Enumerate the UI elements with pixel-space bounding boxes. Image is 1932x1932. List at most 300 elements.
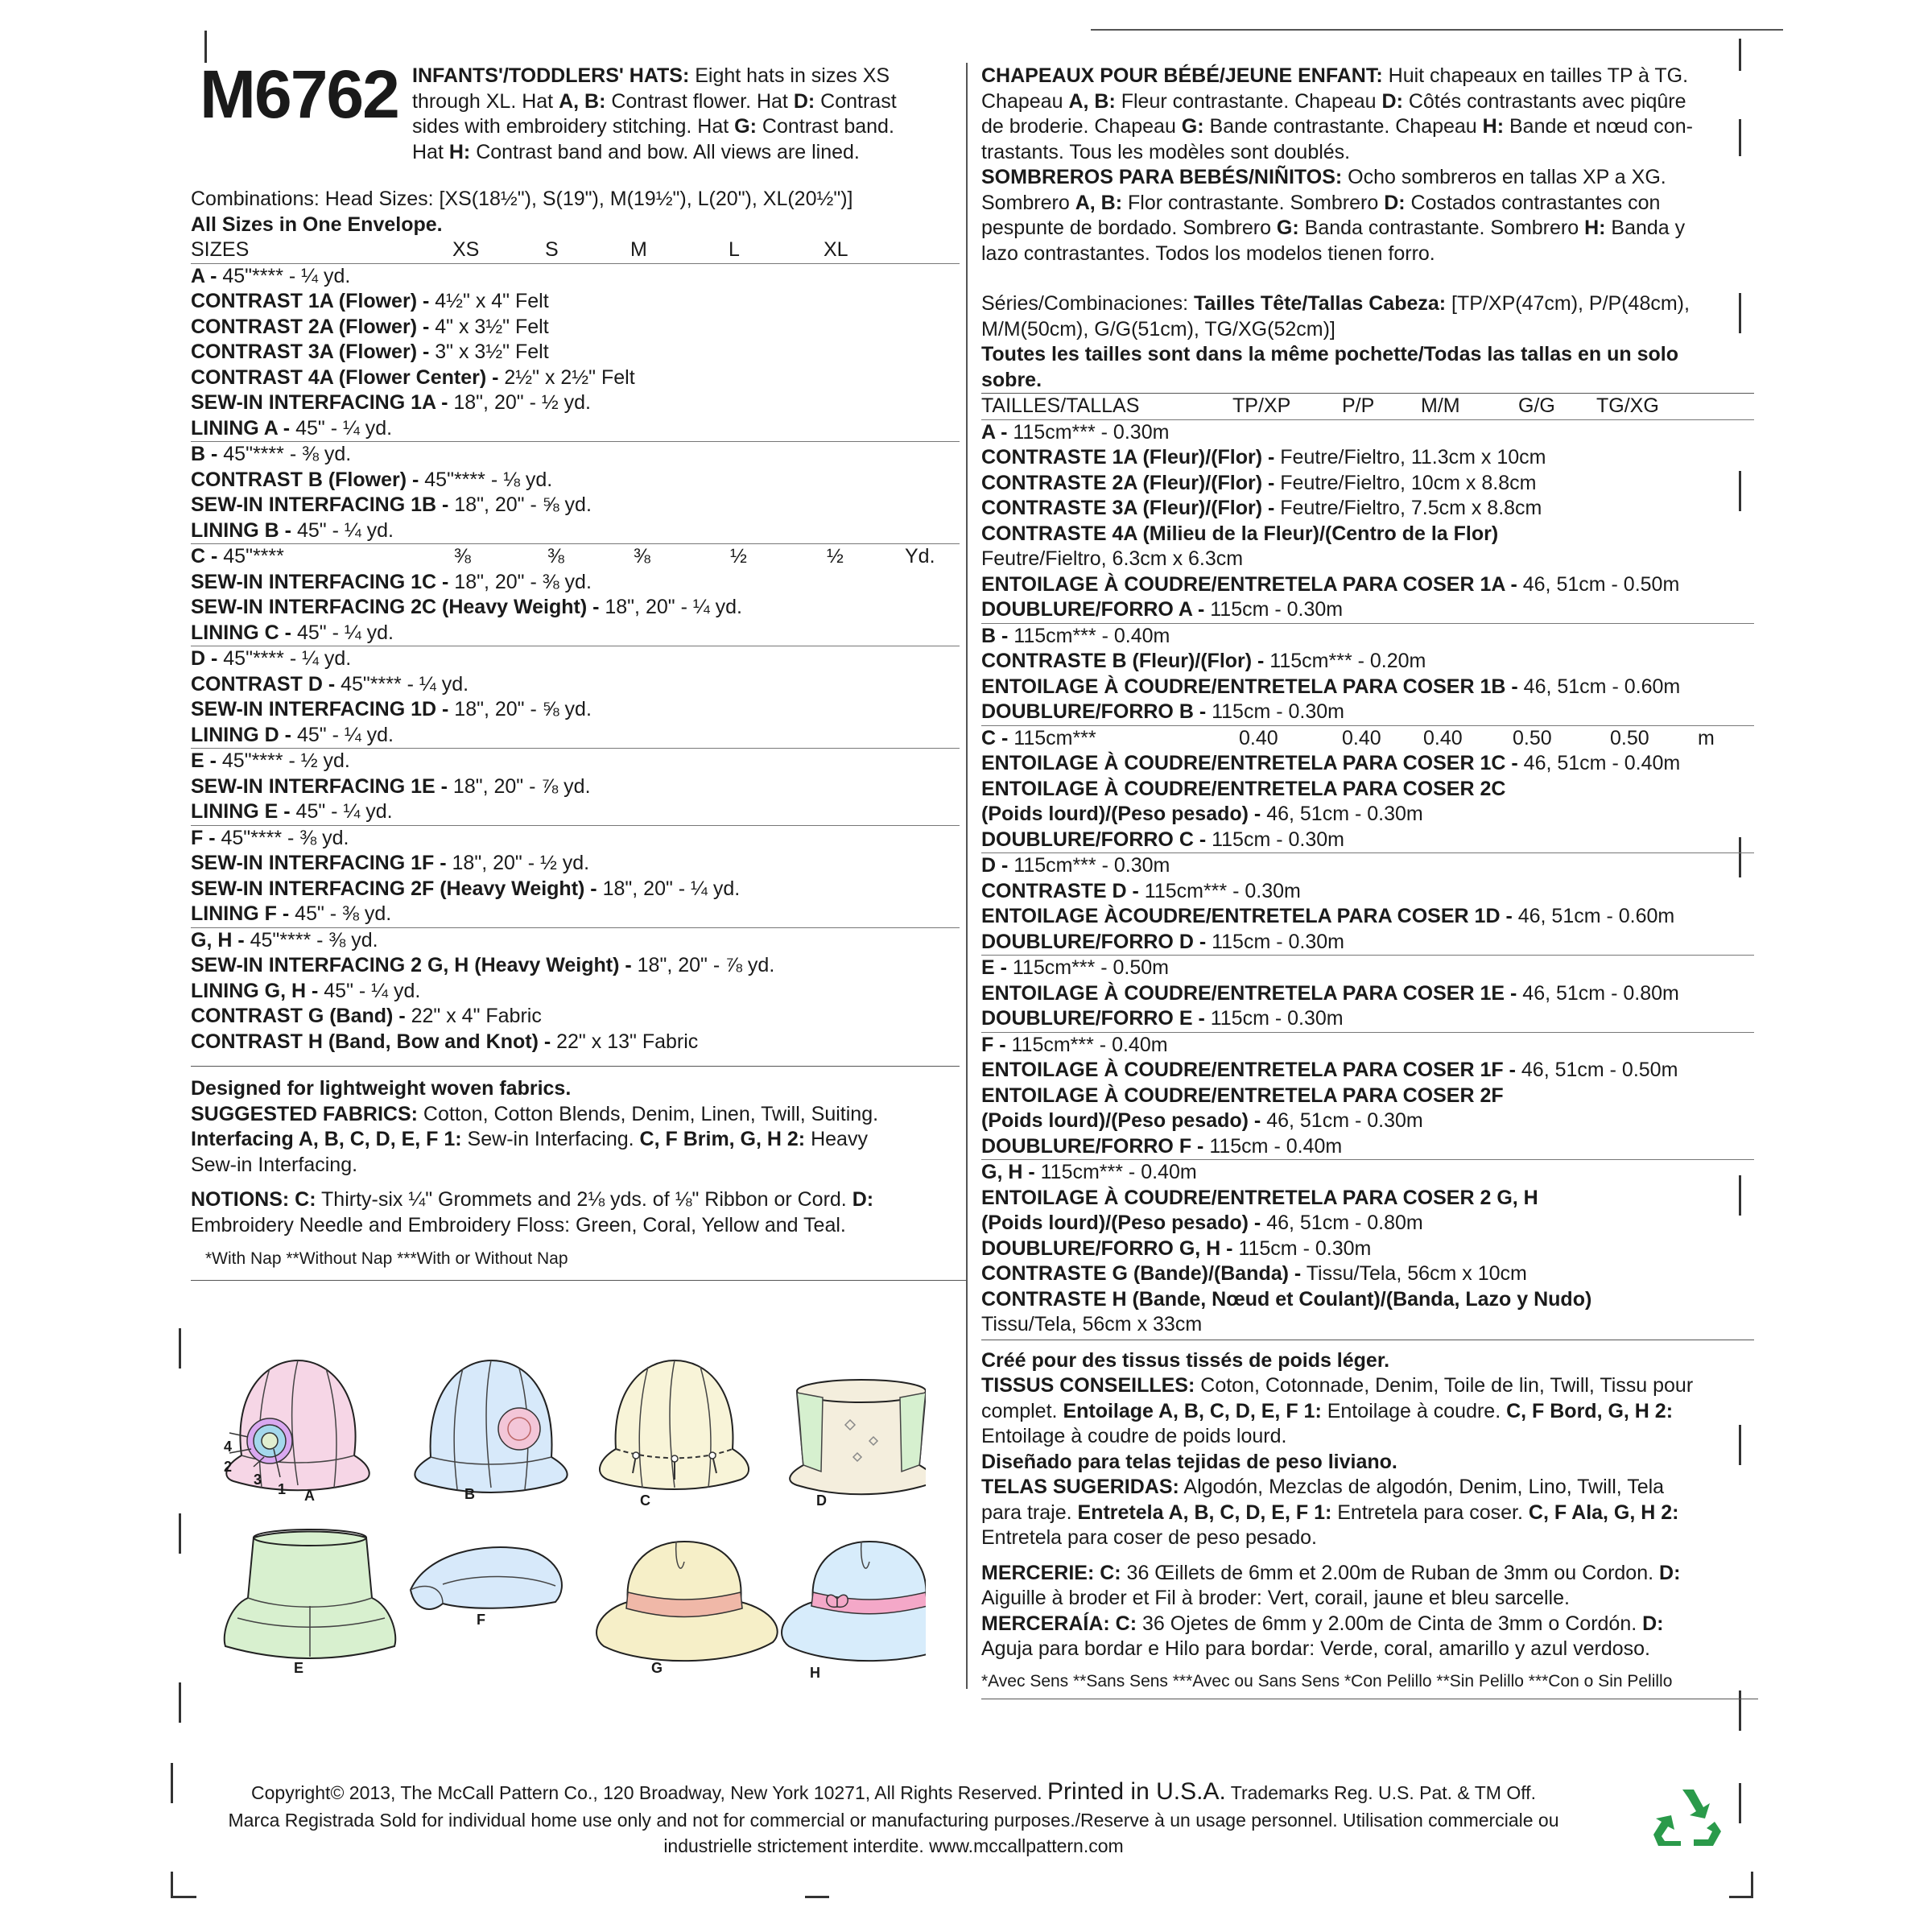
- hat-label-f: F: [477, 1612, 485, 1628]
- hat-h-illustration: [782, 1542, 926, 1661]
- series-line-text: M/M(50cm), G/G(51cm), TG/XG(52cm)]: [981, 317, 1335, 341]
- series-line: [981, 317, 1754, 343]
- yardage-chart-english: [191, 187, 960, 1281]
- series-line-bold: Tailles Tête/Tallas Cabeza:: [1194, 292, 1447, 315]
- series-line-bold: Toutes les tailles sont dans la même pochette/Todas las tallas en un solo: [981, 343, 1678, 365]
- yardage-row: [981, 1186, 1754, 1212]
- yardage-row: [191, 441, 960, 468]
- sizes-header: [191, 237, 960, 263]
- row-label: CONTRAST B (Flower) -: [191, 468, 419, 491]
- yardage-row: [191, 902, 960, 927]
- row-label: ENTOILAGE À COUDRE/ENTRETELA PARA COSER 1C -: [981, 752, 1518, 774]
- notions: [191, 1187, 960, 1238]
- intro-run: A, B:: [559, 89, 606, 113]
- intro-fr-line-bold: D:: [1384, 191, 1406, 214]
- fabric-line-fr-text: complet.: [981, 1399, 1063, 1422]
- size-amount: 0.50: [1610, 726, 1649, 749]
- intro-fr-line-bold: G:: [1181, 115, 1204, 138]
- notion-line-bold: NOTIONS: C:: [191, 1188, 316, 1211]
- row-value: 45" - ¼ yd.: [291, 621, 394, 644]
- fabric-line-fr-bold: Entretela A, B, C, D, E, F 1:: [1077, 1501, 1332, 1524]
- notion-line-text: Embroidery Needle and Embroidery Floss: Green, Coral, Yellow and Teal.: [191, 1213, 846, 1236]
- row-label: LINING C -: [191, 621, 291, 644]
- fabric-line-fr-bold: C, F Ala, G, H 2:: [1528, 1501, 1679, 1524]
- fabric-line-text: Heavy: [805, 1128, 868, 1150]
- row-label: CONTRAST 4A (Flower Center) -: [191, 365, 499, 389]
- yardage-row: [191, 851, 960, 877]
- notion-line-fr-text: Aiguille à broder et Fil à broder: Vert, corail, jaune et bleu sarcelle.: [981, 1587, 1570, 1609]
- yardage-row: [981, 649, 1754, 675]
- row-value: 45"**** - ⅜ yd.: [217, 443, 352, 465]
- intro-fr-line-text: Banda contrastante. Sombrero: [1298, 217, 1585, 239]
- hat-f-illustration: [411, 1547, 562, 1609]
- fabric-line-fr: [981, 1450, 1754, 1476]
- intro-fr-line-text: Sombrero: [981, 191, 1075, 214]
- yardage-row: [191, 340, 960, 365]
- series-line: [981, 291, 1754, 317]
- intro-fr-line: [981, 191, 1754, 217]
- row-value: 45"**** - ⅜ yd.: [215, 826, 349, 849]
- yardage-row: [981, 597, 1754, 623]
- yardage-row: [191, 315, 960, 341]
- row-label: CONTRASTE B (Fleur)/(Flor) -: [981, 650, 1265, 672]
- fabric-line-text: Cotton, Cotton Blends, Denim, Linen, Twill, Suiting.: [417, 1102, 879, 1125]
- intro-fr-line-bold: H:: [1584, 217, 1606, 239]
- yardage-row: [981, 777, 1754, 803]
- yardage-row: [981, 1084, 1754, 1109]
- fabric-line-fr-text: Algodón, Mezclas de algodón, Denim, Lino, Twill, Tela: [1179, 1476, 1665, 1498]
- yardage-row: [981, 700, 1754, 725]
- fabric-line-fr-bold: C, F Bord, G, H 2:: [1506, 1399, 1674, 1422]
- row-value: Feutre/Fieltro, 11.3cm x 10cm: [1274, 446, 1546, 469]
- flower-part-label: 3: [254, 1472, 262, 1488]
- yardage-row: [981, 547, 1754, 572]
- row-value: 115cm*** - 0.30m: [1008, 854, 1170, 877]
- yardage-row: [191, 365, 960, 391]
- hat-label-h: H: [810, 1665, 820, 1681]
- intro-title: INFANTS'/TODDLERS' HATS:: [412, 64, 690, 87]
- row-label: SEW-IN INTERFACING 1C -: [191, 570, 449, 593]
- series-line-bold: sobre.: [981, 368, 1042, 391]
- intro-fr-line: [981, 140, 1754, 166]
- row-value: 45"**** - ¼ yd.: [335, 672, 469, 696]
- row-value: 115cm*** - 0.40m: [1008, 624, 1170, 647]
- fabric-suggestions: [191, 1076, 960, 1178]
- row-label: SEW-IN INTERFACING 1F -: [191, 852, 447, 874]
- yardage-row: [191, 1004, 960, 1030]
- intro-fr-line: [981, 114, 1754, 140]
- series-line: [981, 368, 1754, 394]
- row-label: (Poids lourd)/(Peso pesado) -: [981, 1212, 1261, 1234]
- row-value: 46, 51cm - 0.60m: [1517, 675, 1681, 698]
- row-value: 3" x 3½" Felt: [429, 341, 549, 363]
- row-label: LINING G, H -: [191, 979, 319, 1002]
- yardage-row: [191, 953, 960, 979]
- size-amount: m: [1698, 726, 1715, 749]
- intro-run: through XL. Hat: [412, 89, 559, 113]
- row-label: C -: [981, 726, 1009, 749]
- row-label: G, H -: [191, 928, 245, 952]
- yardage-row: [981, 623, 1754, 650]
- row-value: 18", 20" - ⅞ yd.: [447, 774, 591, 798]
- row-label: ENTOILAGE À COUDRE/ENTRETELA PARA COSER 1E -: [981, 981, 1517, 1005]
- sizes-header-fr: [981, 394, 1754, 419]
- row-label: LINING D -: [191, 723, 291, 746]
- row-value: 115cm*** - 0.30m: [1138, 879, 1301, 902]
- yardage-row: [191, 289, 960, 315]
- size-p-p: P/P: [1342, 394, 1375, 417]
- row-label: ENTOILAGE À COUDRE/ENTRETELA PARA COSER 2F: [981, 1084, 1504, 1107]
- row-value: 18", 20" - ⅝ yd.: [448, 698, 592, 720]
- series-line-text: Séries/Combinaciones:: [981, 292, 1195, 315]
- row-label: F -: [981, 1033, 1006, 1056]
- row-value: Feutre/Fieltro, 7.5cm x 8.8cm: [1274, 497, 1542, 519]
- yardage-row: [981, 981, 1754, 1007]
- row-value: 45"**** - ⅛ yd.: [419, 468, 553, 491]
- sizes-header-label: TAILLES/TALLAS: [981, 394, 1140, 417]
- fabric-line-fr-bold: Entoilage A, B, C, D, E, F 1:: [1063, 1399, 1322, 1422]
- row-value: 4½" x 4" Felt: [429, 290, 549, 312]
- row-label: LINING F -: [191, 902, 290, 925]
- notion-line-fr-bold: MERCERIE: C:: [981, 1561, 1121, 1584]
- yardage-row: [981, 1287, 1754, 1313]
- row-value: Feutre/Fieltro, 6.3cm x 6.3cm: [981, 547, 1244, 570]
- yardage-row: [191, 621, 960, 646]
- corner-tick: [1729, 1896, 1753, 1898]
- sizes-header-label: SIZES: [191, 238, 250, 261]
- corner-tick: [805, 1896, 829, 1898]
- notion-line-fr: [981, 1637, 1754, 1662]
- row-value: 45" - ¼ yd.: [290, 800, 393, 823]
- row-label: CONTRAST 2A (Flower) -: [191, 315, 430, 338]
- row-label: CONTRASTE D -: [981, 879, 1139, 902]
- fabric-line: [191, 1102, 960, 1128]
- row-value: 46, 51cm - 0.80m: [1517, 981, 1679, 1005]
- row-label: ENTOILAGE À COUDRE/ENTRETELA PARA COSER 1B -: [981, 675, 1518, 698]
- yardage-row: [981, 572, 1754, 598]
- fabric-line-fr: [981, 1348, 1754, 1374]
- yardage-row: [191, 1030, 960, 1055]
- intro-run: Contrast: [815, 89, 897, 113]
- row-label: LINING E -: [191, 800, 291, 823]
- yardage-row: [981, 1211, 1754, 1236]
- notion-line-fr: [981, 1586, 1754, 1612]
- yardage-rows-fr: [981, 419, 1754, 1338]
- intro-run: Contrast band and bow. All views are lined.: [470, 140, 860, 163]
- yardage-row: [191, 748, 960, 774]
- yardage-row: [981, 522, 1754, 547]
- row-value: 115cm*** - 0.30m: [1007, 420, 1170, 444]
- fabric-line-fr-text: Coton, Cotonnade, Denim, Toile de lin, Twill, Tissu pour: [1195, 1374, 1694, 1397]
- yardage-row: [191, 595, 960, 621]
- intro-line: [412, 89, 956, 115]
- fabric-line: [191, 1127, 960, 1153]
- size-amount: ½: [827, 545, 844, 568]
- top-rule: [1091, 29, 1783, 31]
- row-value: 45"**** - ½ yd.: [216, 749, 350, 772]
- fabric-line-fr: [981, 1525, 1754, 1551]
- yardage-row: [981, 1134, 1754, 1160]
- size-amount: ⅜: [454, 545, 471, 568]
- notion-line-fr-text: 36 Ojetes de 6mm y 2.00m de Cinta de 3mm o Cordón.: [1137, 1612, 1643, 1635]
- yardage-row: [981, 955, 1754, 981]
- hat-label-g: G: [651, 1660, 663, 1676]
- intro-fr-line-text: Bande contrastante. Chapeau: [1203, 115, 1483, 138]
- row-value: 46, 51cm - 0.30m: [1261, 803, 1423, 825]
- trademarks-text: Trademarks Reg. U.S. Pat. & TM Off.: [1230, 1782, 1536, 1803]
- row-label: SEW-IN INTERFACING 1E -: [191, 774, 448, 798]
- fabric-line-fr-bold: TISSUS CONSEILLES:: [981, 1374, 1195, 1397]
- intro-fr-line-text: lazo contrastantes. Todos los modelos tienen forro.: [981, 242, 1435, 265]
- footer-line-2: Marca Registrada Sold for individual home use only and not for commercial or manufacturing purposes./Reserve à un usage personnel. Utilisation commerciale ou: [228, 1810, 1559, 1831]
- row-value: 115cm - 0.40m: [1203, 1134, 1343, 1158]
- intro-fr-line-bold: A, B:: [1075, 191, 1123, 214]
- row-value: 45" - ¼ yd.: [318, 979, 421, 1002]
- intro-fr-line-text: Côtés contrastants avec piqûre: [1402, 89, 1686, 113]
- yardage-row: [191, 493, 960, 518]
- row-label: CONTRAST 1A (Flower) -: [191, 290, 430, 312]
- intro-run: sides with embroidery stitching. Hat: [412, 115, 735, 138]
- hat-label-b: B: [464, 1486, 475, 1502]
- section-rule: [191, 1280, 966, 1281]
- yardage-row: [981, 1108, 1754, 1134]
- row-value: 18", 20" - ⅜ yd.: [448, 570, 592, 593]
- row-value: 46, 51cm - 0.50m: [1515, 1059, 1678, 1081]
- size-xl: XL: [824, 238, 848, 261]
- row-value: 115cm*** - 0.50m: [1006, 956, 1169, 979]
- nap-note: *With Nap **Without Nap ***With or Without Nap: [205, 1249, 568, 1268]
- row-value: 115cm - 0.30m: [1206, 700, 1344, 723]
- yardage-row: [191, 390, 960, 416]
- intro-fr-line-bold: A, B:: [1068, 89, 1116, 113]
- intro-run: D:: [793, 89, 815, 113]
- intro-line: [412, 140, 956, 166]
- row-value: 45"**** - ¼ yd.: [217, 264, 351, 287]
- model-number: M6762: [200, 56, 398, 132]
- row-label: E -: [981, 956, 1007, 979]
- row-value: 45" - ⅜ yd.: [289, 902, 392, 925]
- row-value: 115cm - 0.30m: [1204, 598, 1344, 621]
- size-amount: 0.40: [1423, 726, 1463, 749]
- row-label: CONTRAST G (Band) -: [191, 1005, 406, 1027]
- corner-tick: [1751, 1872, 1753, 1897]
- size-g-g: G/G: [1518, 394, 1555, 417]
- row-label: F -: [191, 826, 216, 849]
- fabric-line-fr: [981, 1399, 1754, 1425]
- yardage-row: [191, 416, 960, 442]
- yardage-row: [981, 930, 1754, 956]
- notion-line-fr-bold: D:: [1659, 1561, 1681, 1584]
- size-tp-xp: TP/XP: [1232, 394, 1291, 417]
- hat-b-illustration: [415, 1360, 567, 1492]
- row-value: 115cm*** - 0.20m: [1264, 650, 1426, 672]
- hat-label-a: A: [304, 1488, 315, 1504]
- intro-run: H:: [448, 140, 471, 163]
- row-label: DOUBLURE/FORRO C -: [981, 828, 1207, 851]
- intro-fr-line: [981, 64, 1754, 89]
- notion-line-fr-text: 36 Œillets de 6mm et 2.00m de Ruban de 3mm ou Cordon.: [1121, 1561, 1660, 1584]
- size-xs: XS: [452, 238, 480, 261]
- row-label: SEW-IN INTERFACING 2 G, H (Heavy Weight) -: [191, 954, 632, 976]
- intro-fr-line-text: Bande et nœud con-: [1504, 115, 1693, 138]
- row-value: 45"**** - ¼ yd.: [217, 647, 352, 670]
- intro-fr-line: [981, 216, 1754, 242]
- section-rule: [191, 1066, 960, 1067]
- yardage-row: [981, 828, 1754, 853]
- notion-line-bold: D:: [852, 1188, 874, 1211]
- fabric-line-fr: [981, 1475, 1754, 1501]
- row-label: CONTRAST 3A (Flower) -: [191, 341, 430, 363]
- yardage-row: [191, 697, 960, 723]
- intro-english: [412, 64, 956, 165]
- hat-a-illustration: [226, 1360, 369, 1490]
- row-value: 22" x 4" Fabric: [405, 1005, 542, 1027]
- intro-fr-line-text: Fleur contrastante. Chapeau: [1115, 89, 1382, 113]
- intro-fr-line-text: Ocho sombreros en tallas XP a XG.: [1342, 166, 1666, 188]
- intro-fr-line: [981, 165, 1754, 191]
- size-amount: 0.50: [1513, 726, 1552, 749]
- row-value: 115cm - 0.30m: [1204, 1007, 1344, 1030]
- row-value: 18", 20" - ½ yd.: [448, 391, 591, 414]
- corner-tick: [171, 1872, 173, 1897]
- row-label: (Poids lourd)/(Peso pesado) -: [981, 1109, 1261, 1132]
- size-l: L: [729, 238, 740, 261]
- fabric-line-bold: Interfacing A, B, C, D, E, F 1:: [191, 1128, 462, 1150]
- size-amount: Yd.: [905, 545, 935, 568]
- row-label: CONTRASTE G (Bande)/(Banda) -: [981, 1262, 1302, 1285]
- yardage-row: [191, 723, 960, 749]
- notion-line-fr: [981, 1612, 1754, 1637]
- row-value: 4" x 3½" Felt: [429, 315, 549, 338]
- fabric-line-text: Sew-in Interfacing.: [191, 1153, 358, 1176]
- intro-line: Eight hats in sizes XS: [689, 64, 890, 87]
- row-label: CONTRASTE 1A (Fleur)/(Flor) -: [981, 446, 1275, 469]
- row-label: CONTRAST H (Band, Bow and Knot) -: [191, 1030, 551, 1053]
- fabric-line-fr-bold: Diseñado para telas tejidas de peso liviano.: [981, 1450, 1397, 1473]
- yardage-row: [981, 802, 1754, 828]
- corner-tick: [1739, 1783, 1741, 1823]
- row-label: ENTOILAGE À COUDRE/ENTRETELA PARA COSER 2C: [981, 777, 1506, 800]
- intro-run: Contrast flower. Hat: [605, 89, 794, 113]
- intro-fr-line-text: Huit chapeaux en tailles TP à TG.: [1382, 64, 1689, 87]
- footer-line-1: [113, 1779, 1674, 1806]
- intro-fr-line-text: Chapeau: [981, 89, 1069, 113]
- row-value: 45" - ¼ yd.: [290, 416, 393, 440]
- yardage-row: [981, 445, 1754, 471]
- column-divider: [966, 63, 968, 1689]
- yardage-row: [981, 1159, 1754, 1186]
- flower-part-label: 2: [224, 1459, 233, 1475]
- intro-fr-line: [981, 242, 1754, 267]
- row-label: LINING A -: [191, 416, 291, 440]
- intro-run: Hat: [412, 140, 449, 163]
- hat-g-illustration: [597, 1542, 778, 1661]
- footer-line-3: industrielle strictement interdite. www.mccallpattern.com: [663, 1835, 1124, 1856]
- row-value: Tissu/Tela, 56cm x 10cm: [1301, 1262, 1527, 1285]
- row-label: SEW-IN INTERFACING 1B -: [191, 493, 449, 516]
- hat-d-illustration: [790, 1380, 926, 1494]
- row-value: 46, 51cm - 0.80m: [1261, 1212, 1423, 1234]
- yardage-row: [191, 927, 960, 954]
- row-value: 22" x 13" Fabric: [551, 1030, 699, 1053]
- row-value: 45"**** - ⅜ yd.: [244, 928, 378, 952]
- row-value: 45"****: [217, 545, 284, 568]
- intro-fr-line-bold: SOMBREROS PARA BEBÉS/NIÑITOS:: [981, 166, 1343, 188]
- row-label: ENTOILAGE À COUDRE/ENTRETELA PARA COSER 2 G, H: [981, 1186, 1538, 1209]
- row-value: 18", 20" - ⅞ yd.: [631, 954, 775, 976]
- yardage-row: [191, 543, 960, 570]
- all-sizes-note: All Sizes in One Envelope.: [191, 213, 443, 236]
- yardage-row: [191, 646, 960, 672]
- row-label: A -: [981, 420, 1008, 444]
- copyright-text: Copyright© 2013, The McCall Pattern Co., 120 Broadway, New York 10271, All Rights Reserved.: [251, 1782, 1042, 1803]
- row-value: 46, 51cm - 0.60m: [1512, 905, 1675, 927]
- intro-fr-line-text: trastants. Tous les modèles sont doublés.: [981, 140, 1351, 163]
- fabric-line-fr: [981, 1501, 1754, 1526]
- fabric-line-text: Sew-in Interfacing.: [461, 1128, 640, 1150]
- row-value: Feutre/Fieltro, 10cm x 8.8cm: [1274, 471, 1537, 494]
- notions-fr: [981, 1561, 1754, 1662]
- row-value: 18", 20" - ¼ yd.: [597, 877, 741, 900]
- yardage-row: [191, 263, 960, 290]
- recycle-icon: [1652, 1783, 1724, 1852]
- yardage-row: [981, 419, 1754, 446]
- yardage-row: [981, 852, 1754, 879]
- size-amount: 0.40: [1239, 726, 1278, 749]
- printed-in-usa: Printed in U.S.A.: [1047, 1778, 1226, 1805]
- flower-part-label: 1: [278, 1481, 287, 1497]
- intro-fr-es: [981, 64, 1754, 266]
- row-label: DOUBLURE/FORRO D -: [981, 930, 1207, 953]
- intro-fr-line-text: Costados contrastantes con: [1405, 191, 1661, 214]
- yardage-row: [191, 518, 960, 544]
- size-amount: ½: [730, 545, 747, 568]
- row-label: A -: [191, 264, 217, 287]
- row-label: D -: [191, 647, 218, 670]
- fabric-line: [191, 1153, 960, 1179]
- intro-fr-line-text: Flor contrastante. Sombrero: [1122, 191, 1385, 214]
- row-value: 18", 20" - ¼ yd.: [599, 596, 742, 618]
- row-label: CONTRASTE 4A (Milieu de la Fleur)/(Centro de la Flor): [981, 522, 1499, 545]
- corner-tick: [171, 1896, 196, 1898]
- row-label: ENTOILAGE ÀCOUDRE/ENTRETELA PARA COSER 1D -: [981, 905, 1513, 927]
- fabric-line-fr-text: Entoilage à coudre de poids lourd.: [981, 1425, 1287, 1447]
- row-value: 18", 20" - ⅝ yd.: [448, 493, 592, 516]
- yardage-row: [981, 1058, 1754, 1084]
- intro-fr-line-text: de broderie. Chapeau: [981, 115, 1182, 138]
- yardage-row: [981, 1236, 1754, 1262]
- yardage-row: [981, 904, 1754, 930]
- notion-line-fr-bold: D:: [1642, 1612, 1664, 1635]
- row-label: CONTRAST D -: [191, 672, 336, 696]
- row-label: CONTRASTE 2A (Fleur)/(Flor) -: [981, 471, 1275, 494]
- fabric-line: [191, 1076, 960, 1102]
- fabric-line-fr-text: Entretela para coser.: [1331, 1501, 1529, 1524]
- intro-fr-line-bold: D:: [1381, 89, 1403, 113]
- size-amount: ⅜: [634, 545, 650, 568]
- row-label: CONTRASTE H (Bande, Nœud et Coulant)/(Banda, Lazo y Nudo): [981, 1287, 1592, 1311]
- notion-line-text: Thirty-six ¼" Grommets and 2⅛ yds. of ⅛" Ribbon or Cord.: [316, 1188, 852, 1211]
- nap-note-fr: *Avec Sens **Sans Sens ***Avec ou Sans Sens *Con Pelillo **Sin Pelillo ***Con o Sin Pelillo: [981, 1671, 1673, 1690]
- fabric-line-bold: SUGGESTED FABRICS:: [191, 1102, 418, 1125]
- notion-line-fr-text: Aguja para bordar e Hilo para bordar: Verde, coral, amarillo y azul verdoso.: [981, 1637, 1650, 1660]
- row-value: 45" - ¼ yd.: [291, 723, 394, 746]
- intro-line: [412, 114, 956, 140]
- row-value: 115cm - 0.30m: [1232, 1236, 1372, 1260]
- row-label: B -: [191, 443, 218, 465]
- fabric-line-bold: Designed for lightweight woven fabrics.: [191, 1077, 572, 1100]
- yardage-row: [191, 774, 960, 800]
